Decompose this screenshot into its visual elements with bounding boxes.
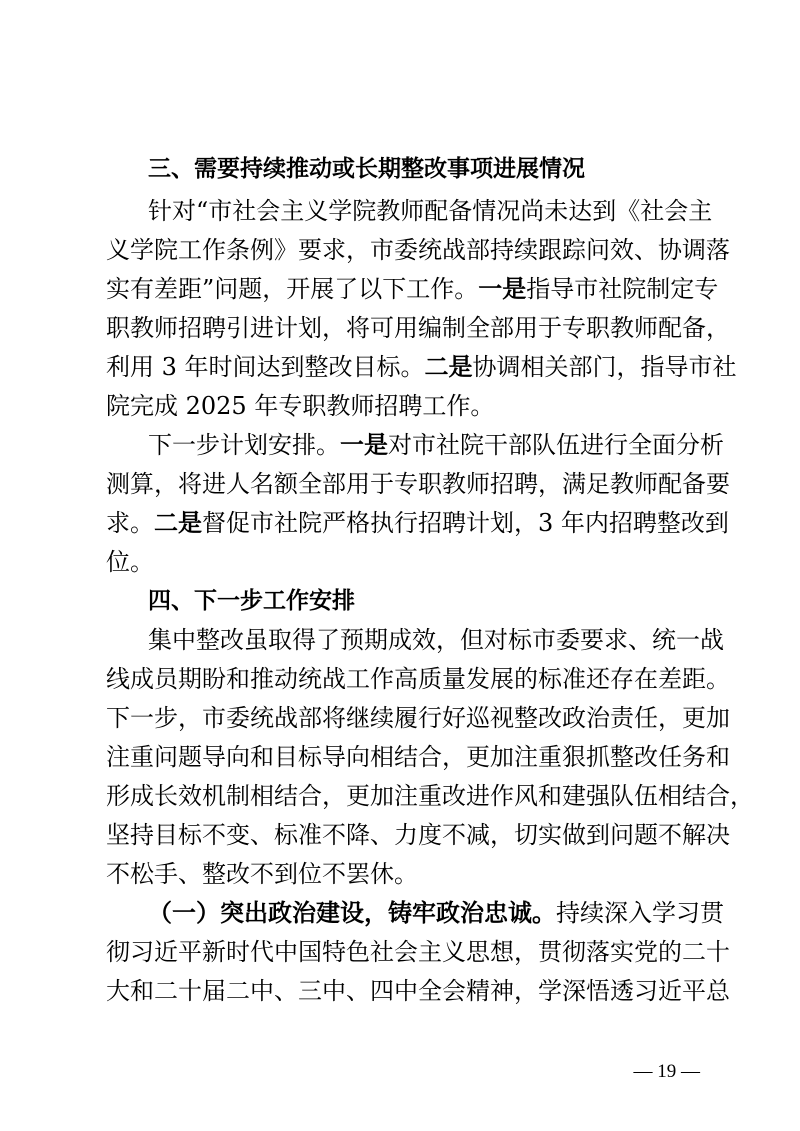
- paragraph-line: 大和二十届二中、三中、四中全会精神，学深悟透习近平总: [106, 977, 730, 1005]
- paragraph-line: 线成员期盼和推动统战工作高质量发展的标准还存在差距。: [106, 665, 730, 693]
- paragraph-line: 测算，将进人名额全部用于专职教师招聘，满足教师配备要: [106, 470, 730, 498]
- paragraph-line: 下一步，市委统战部将继续履行好巡视整改政治责任，更加: [106, 704, 730, 732]
- page-number: — 19 —: [633, 1061, 700, 1082]
- paragraph-line: 坚持目标不变、标准不降、力度不减，切实做到问题不解决: [106, 821, 730, 849]
- paragraph-line: 下一步计划安排。一是对市社院干部队伍进行全面分析: [148, 431, 724, 459]
- paragraph-line: （一）突出政治建设，铸牢政治忠诚。持续深入学习贯: [148, 899, 724, 927]
- emphasis-second: 二是: [424, 353, 473, 381]
- subsection-title: （一）突出政治建设，铸牢政治忠诚。: [148, 899, 556, 927]
- emphasis-first: 一是: [478, 275, 527, 303]
- paragraph-line: 彻习近平新时代中国特色社会主义思想，贯彻落实党的二十: [106, 938, 730, 966]
- paragraph-line: 针对“市社会主义学院教师配备情况尚未达到《社会主: [148, 197, 713, 225]
- paragraph-line: 形成长效机制相结合，更加注重改进作风和建强队伍相结合，: [106, 782, 754, 810]
- paragraph-line: 实有差距”问题，开展了以下工作。一是指导市社院制定专: [106, 275, 719, 303]
- emphasis-second: 二是: [154, 509, 202, 537]
- paragraph-line: 集中整改虽取得了预期成效，但对标市委要求、统一战: [148, 626, 724, 654]
- paragraph-line: 注重问题导向和目标导向相结合，更加注重狠抓整改任务和: [106, 743, 730, 771]
- section-3-heading: 三、需要持续推动或长期整改事项进展情况: [148, 156, 585, 182]
- paragraph-line: 义学院工作条例》要求，市委统战部持续跟踪问效、协调落: [106, 236, 730, 264]
- emphasis-first: 一是: [340, 431, 388, 459]
- paragraph-line: 院完成 2025 年专职教师招聘工作。: [106, 392, 495, 420]
- paragraph-line: 职教师招聘引进计划，将可用编制全部用于专职教师配备，: [106, 314, 730, 342]
- paragraph-line: 不松手、整改不到位不罢休。: [106, 860, 418, 888]
- section-4-heading: 四、下一步工作安排: [148, 588, 355, 614]
- paragraph-line: 求。二是督促市社院严格执行招聘计划，3 年内招聘整改到: [106, 509, 729, 537]
- paragraph-line: 利用 3 年时间达到整改目标。二是协调相关部门，指导市社: [106, 353, 737, 381]
- paragraph-line: 位。: [106, 548, 154, 576]
